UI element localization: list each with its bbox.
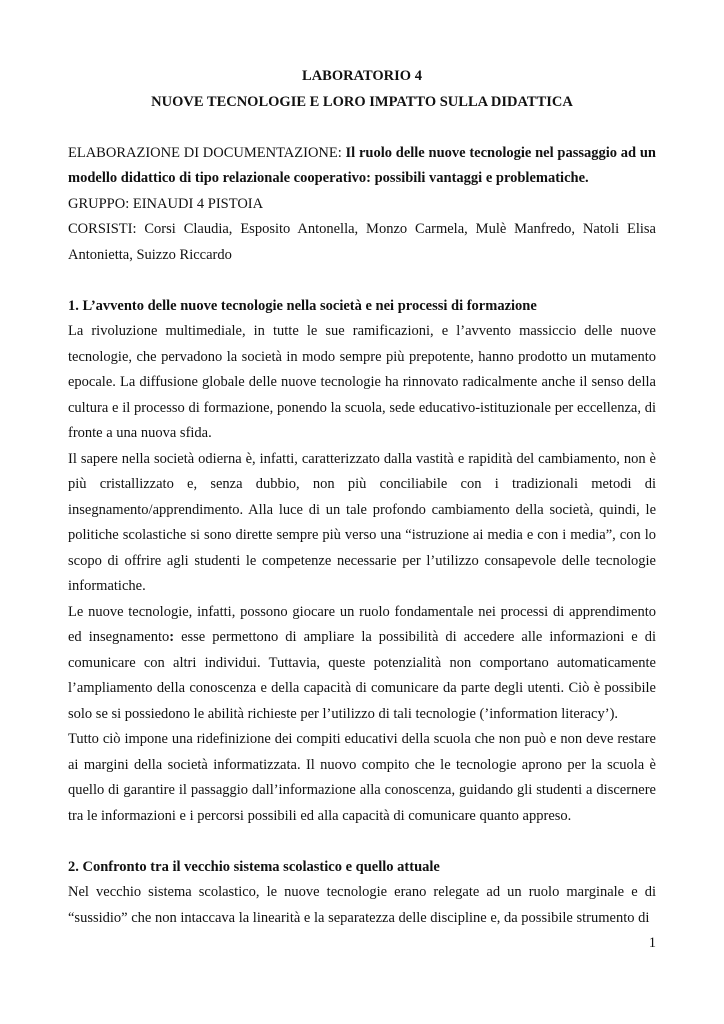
elaborazione-value: Il ruolo delle nuove tecnologie nel passaggio ad un modello didattico di tipo relazionale cooperativo: possibili vantaggi e problematiche. [68, 144, 656, 186]
section1-paragraph-3-part1: Le nuove tecnologie, infatti, possono giocare un ruolo fondamentale nei processi di apprendimento ed insegnamento [68, 603, 656, 645]
section1-paragraph-1: La rivoluzione multimediale, in tutte le sue ramificazioni, e l’avvento massiccio delle nuove tecnologie, che pervadono la società in modo sempre più prepotente, hanno prodotto un mutamento epocale. La diffusione globale delle nuove tecnologie ha rinnovato radicalmente anche il senso della cultura e il processo di formazione, ponendo la scuola, sede educativo-istituzionale per eccellenza, di fronte a una nuova sfida. [68, 323, 656, 441]
page-number: 1 [648, 935, 656, 951]
section1-paragraph-4: Tutto ciò impone una ridefinizione dei compiti educativi della scuola che non può e non deve restare ai margini della società informatizzata. Il nuovo compito che le tecnologie aprono per la scuola è quello di garantire il passaggio dall’informazione alla conoscenza, guidando gli studenti a discernere tra le informazioni e i percorsi possibili ed alla capacità di comunicare quanto appreso. [68, 731, 656, 824]
section1-heading: 1. L’avvento delle nuove tecnologie nella società e nei processi di formazione [68, 297, 537, 314]
elaborazione-label: ELABORAZIONE DI DOCUMENTAZIONE: [68, 144, 346, 161]
section1-paragraph-3 [68, 600, 656, 728]
section1-paragraph-3-part2: esse permettono di ampliare la possibilità di accedere alle informazioni e di comunicare con altri individui. Tuttavia, queste potenzialità non comportano automaticamente l’ampliamento della conoscenza e della capacità di comunicare da parte degli utenti. Ciò è possibile solo se si possiedono le abilità richieste per l’utilizzo di tali tecnologie (’information literacy’). [68, 629, 656, 722]
document-title-line1: LABORATORIO 4 [302, 68, 422, 84]
section1-paragraph-2: Il sapere nella società odierna è, infatti, caratterizzato dalla vastità e rapidità del cambiamento, non è più cristallizzato e, senza dubbio, non più conciliabile con i tradizionali metodi di insegnamento/apprendimento. Alla luce di un tale profondo cambiamento della società, quindi, le politiche scolastiche si sono dirette sempre più verso una “istruzione ai media e con i media”, con lo scopo di offrire agli studenti le competenze necessarie per l’utilizzo consapevole delle tecnologie informatiche. [68, 450, 656, 594]
section2-paragraph-1: Nel vecchio sistema scolastico, le nuove tecnologie erano relegate ad un ruolo marginale e di “sussidio” che non intaccava la linearità e la separatezza delle discipline e, da possibile strumento di [68, 884, 656, 926]
section1-paragraph-3-colon: : [169, 629, 175, 645]
document-page [68, 64, 656, 931]
document-title-line2: NUOVE TECNOLOGIE E LORO IMPATTO SULLA DIDATTICA [151, 93, 573, 110]
section2-heading: 2. Confronto tra il vecchio sistema scolastico e quello attuale [68, 858, 440, 875]
corsisti-line: CORSISTI: Corsi Claudia, Esposito Antonella, Monzo Carmela, Mulè Manfredo, Natoli Elisa Antonietta, Suizzo Riccardo [68, 221, 656, 263]
gruppo-line: GRUPPO: EINAUDI 4 PISTOIA [68, 195, 264, 212]
elaborazione-line [68, 141, 656, 192]
